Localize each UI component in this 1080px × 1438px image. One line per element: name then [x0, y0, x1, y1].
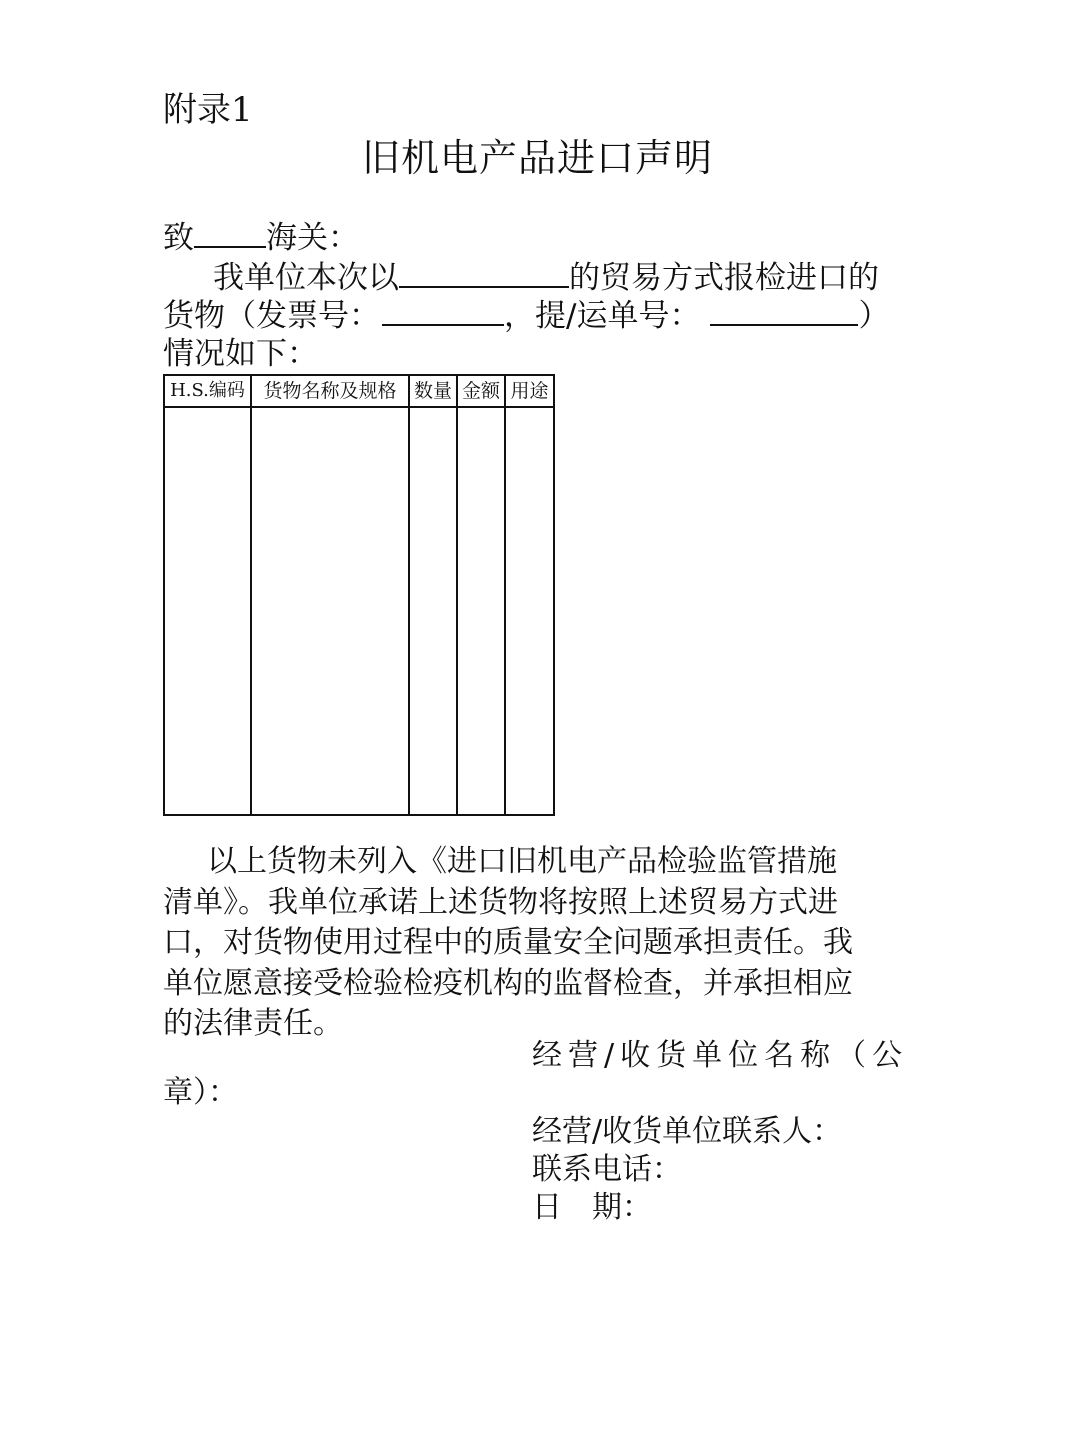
intro-line2-close: ）: [858, 298, 890, 334]
contact-person-label: 经营/收货单位联系人：: [532, 1114, 843, 1149]
cell-quantity[interactable]: [409, 407, 457, 815]
declaration-paragraph: [163, 842, 923, 1045]
table-row: [164, 407, 554, 815]
trade-mode-blank[interactable]: [399, 260, 569, 288]
intro-line-3: 情况如下：: [163, 336, 318, 372]
cell-amount[interactable]: [457, 407, 505, 815]
declaration-line: 以上货物未列入《进口旧机电产品检验监管措施: [207, 844, 837, 879]
intro-line-2: [163, 296, 889, 336]
intro-line-1: [213, 258, 879, 298]
phone-label: 联系电话：: [532, 1152, 682, 1187]
cell-purpose[interactable]: [505, 407, 554, 815]
customs-name-blank[interactable]: [194, 220, 266, 248]
declaration-line: 清单》。我单位承诺上述货物将按照上述贸易方式进: [163, 884, 838, 920]
declaration-line: 口，对货物使用过程中的质量安全问题承担责任。我: [163, 925, 853, 960]
invoice-label: 货物（发票号：: [163, 298, 380, 334]
invoice-number-blank[interactable]: [382, 298, 504, 326]
date-label: 日 期：: [532, 1190, 652, 1225]
appendix-label: 附录1: [163, 90, 253, 130]
addressee-prefix: 致: [163, 220, 194, 256]
header-purpose: 用途: [505, 375, 554, 407]
declaration-line: 单位愿意接受检验检疫机构的监督检查，并承担相应: [163, 965, 853, 1001]
bill-of-lading-blank[interactable]: [710, 298, 858, 326]
goods-table: [163, 374, 555, 816]
bill-of-lading-label: ，提/运单号：: [504, 298, 701, 334]
header-goods-name-spec: 货物名称及规格: [251, 375, 409, 407]
declaration-line: 的法律责任。: [163, 1006, 343, 1041]
company-seal-label: 章）：: [163, 1075, 238, 1110]
intro-line1-suffix: 的贸易方式报检进口的: [569, 260, 879, 296]
intro-line1-prefix: 我单位本次以: [213, 260, 399, 296]
header-amount: 金额: [457, 375, 505, 407]
addressee-suffix: 海关：: [266, 220, 359, 256]
header-quantity: 数量: [409, 375, 457, 407]
cell-hs-code[interactable]: [164, 407, 251, 815]
header-hs-code: H.S.编码: [164, 375, 251, 407]
table-header-row: [164, 375, 554, 407]
cell-goods-name-spec[interactable]: [251, 407, 409, 815]
document-title: 旧机电产品进口声明: [362, 136, 714, 180]
addressee-line: [163, 218, 359, 258]
company-name-label: 经营/收货单位名称（公: [532, 1038, 909, 1073]
